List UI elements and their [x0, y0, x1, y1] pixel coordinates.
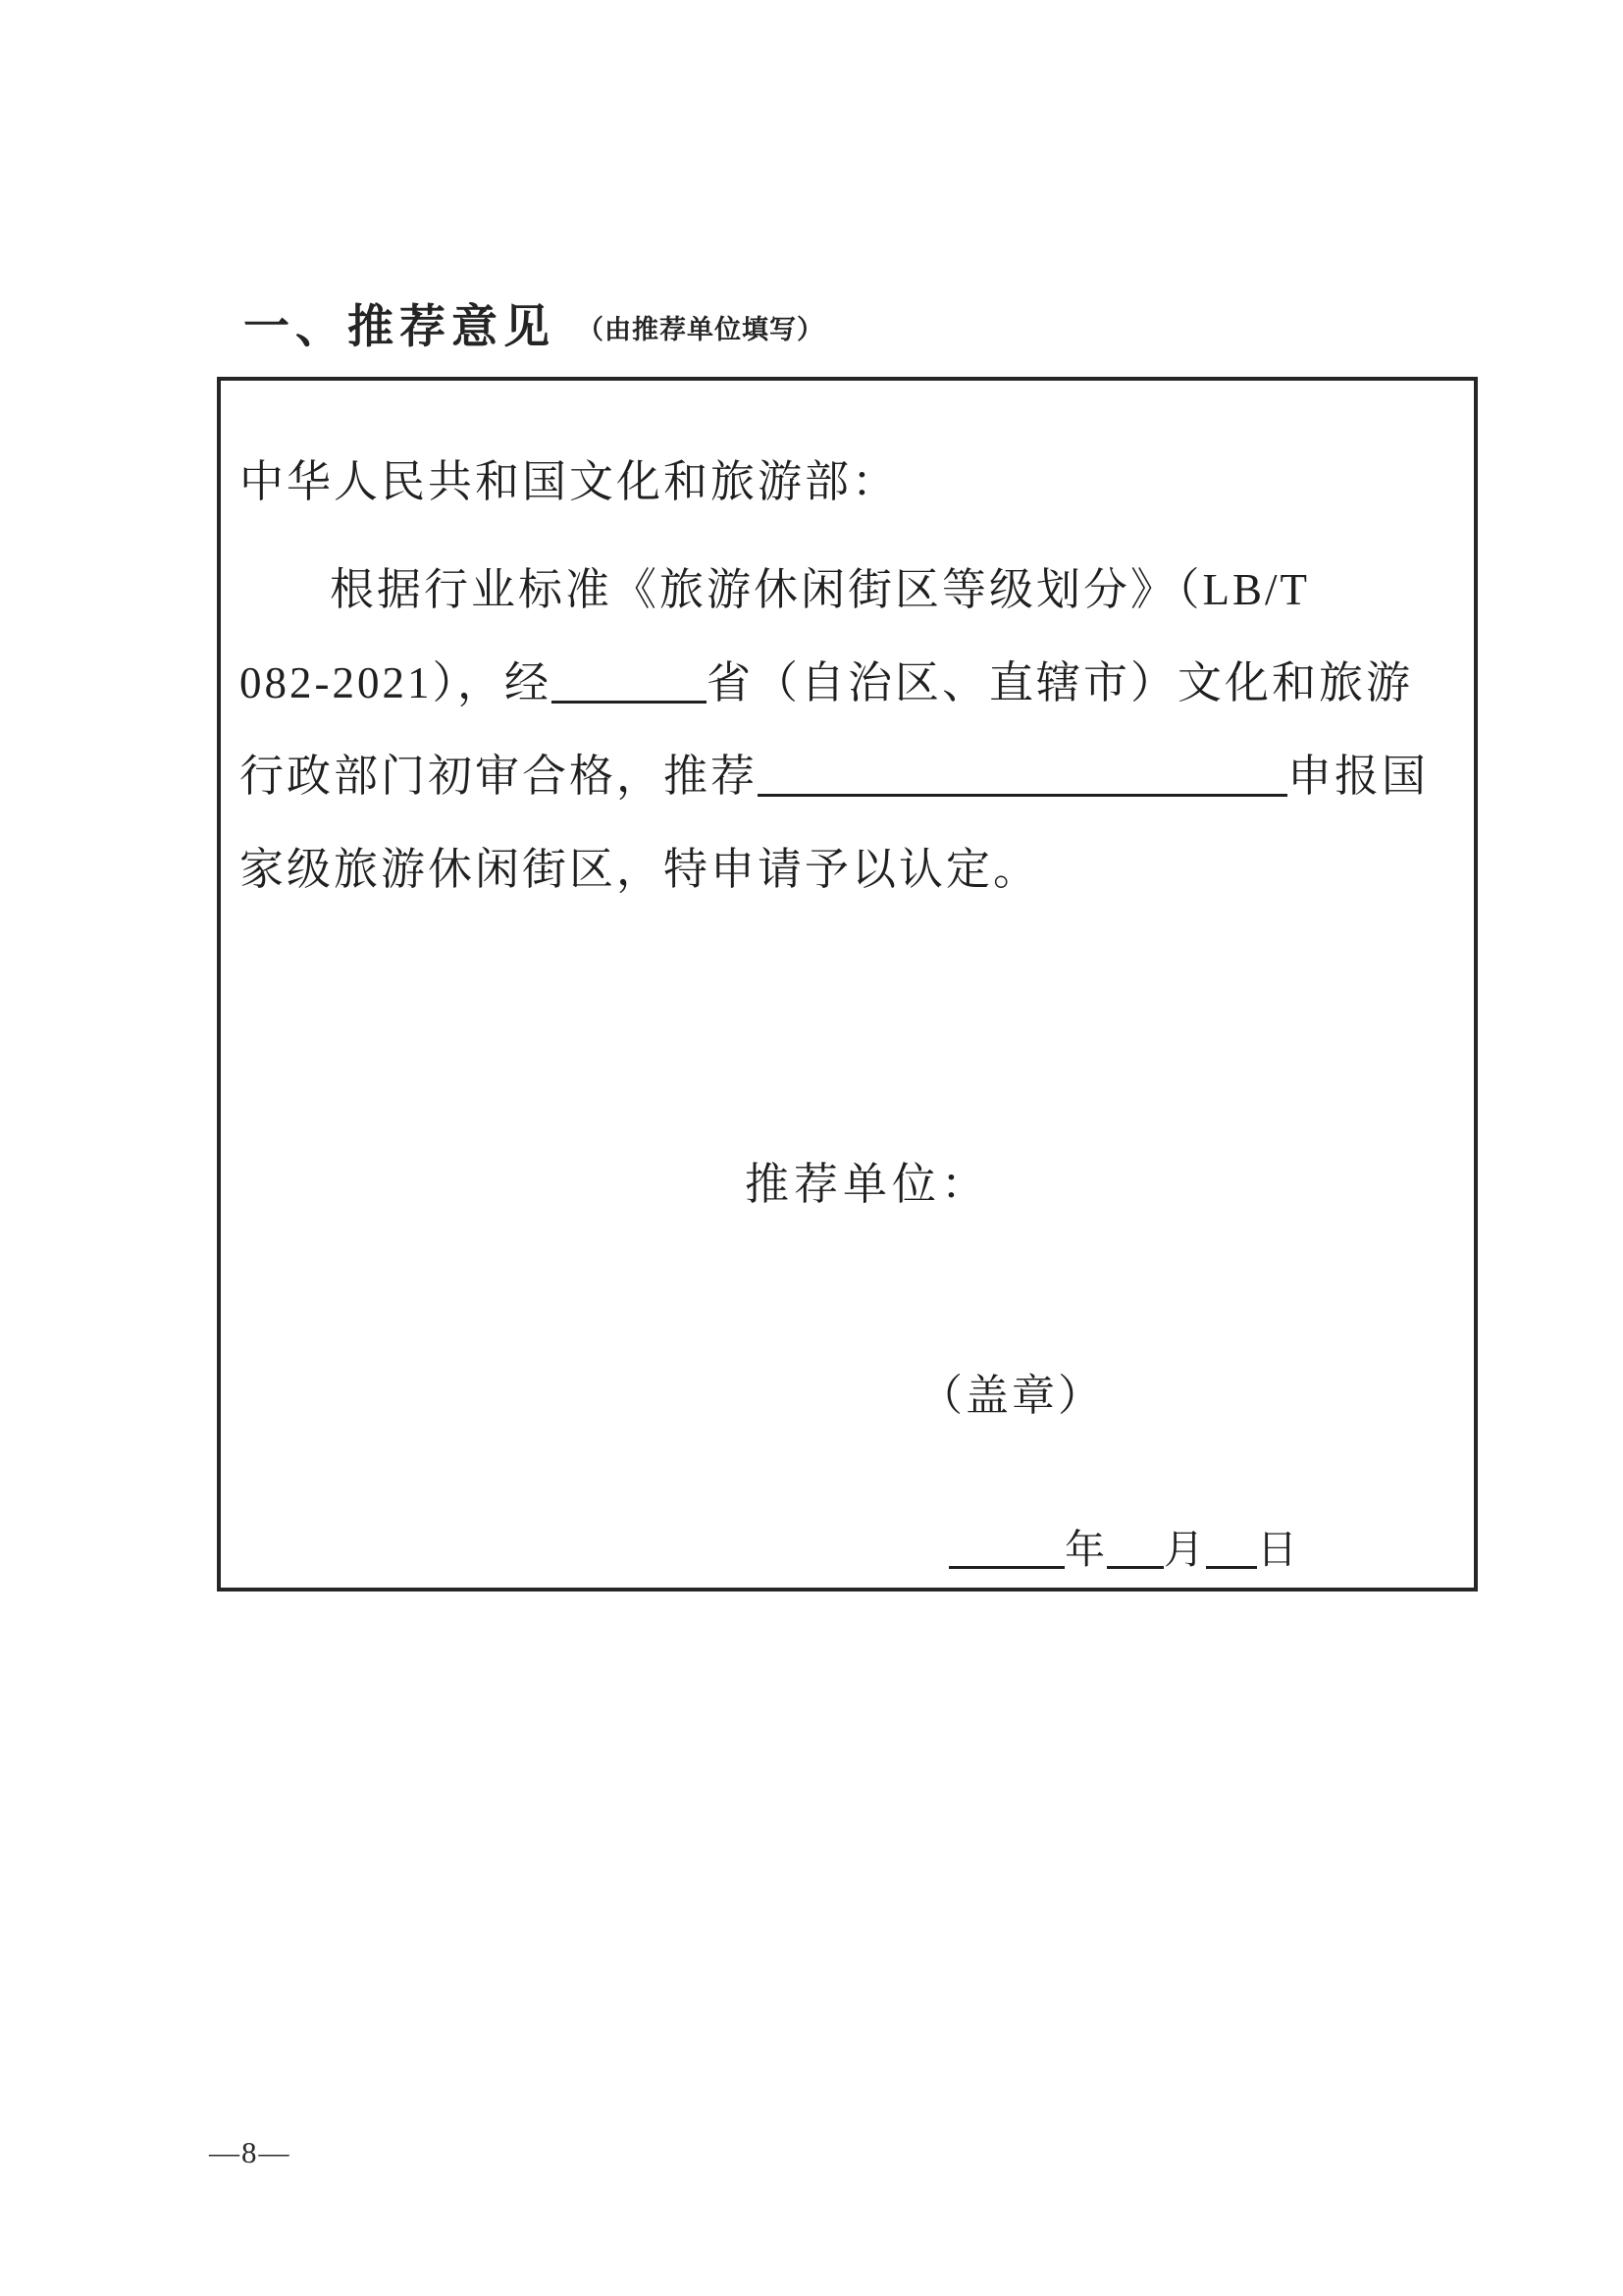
body-line-province-suffix: 省（自治区、直辖市）文化和旅游 — [707, 658, 1414, 707]
day-blank-field — [1206, 1530, 1257, 1569]
body-line-standard: 根据行业标准《旅游休闲街区等级划分》（LB/T — [330, 565, 1310, 614]
section-title: 一、推荐意见 — [243, 300, 555, 352]
seal-label: （盖章） — [919, 1372, 1104, 1420]
province-blank-field — [551, 661, 707, 704]
recommender-unit-label: 推荐单位： — [745, 1160, 991, 1209]
body-line-street-suffix: 申报国 — [1287, 752, 1430, 801]
year-blank-field — [949, 1530, 1065, 1569]
salutation-line: 中华人民共和国文化和旅游部： — [239, 457, 900, 506]
month-blank-field — [1107, 1530, 1164, 1569]
section-title-note: （由推荐单位填写） — [577, 315, 824, 344]
body-line-province-prefix: 082-2021），经 — [239, 658, 551, 707]
street-name-blank-field — [758, 755, 1287, 798]
body-line-street-prefix: 行政部门初审合格，推荐 — [239, 752, 759, 801]
body-line-province — [239, 647, 1413, 710]
page-number: —8— — [209, 2135, 291, 2169]
date-line — [949, 1517, 1299, 1575]
recommendation-box — [217, 377, 1478, 1592]
day-label: 日 — [1257, 1527, 1299, 1572]
body-line-closing: 家级旅游休闲街区，特申请予以认定。 — [239, 845, 1041, 894]
month-label: 月 — [1164, 1527, 1206, 1572]
year-label: 年 — [1065, 1527, 1107, 1572]
body-line-street — [239, 740, 1429, 804]
